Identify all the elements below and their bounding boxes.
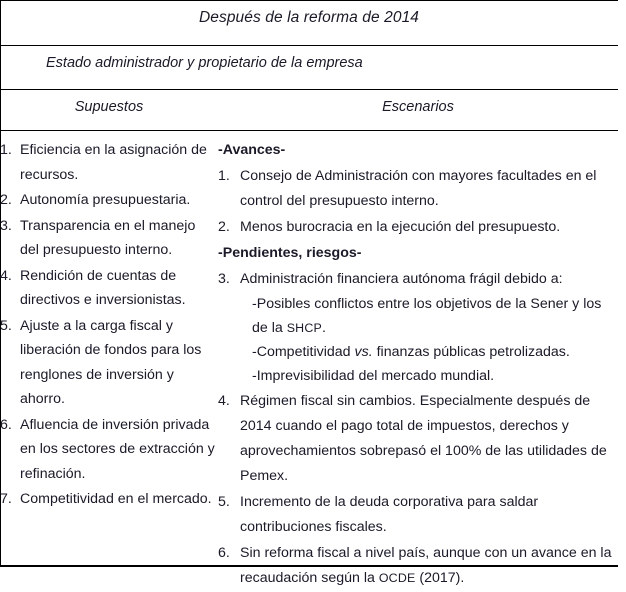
list-item-text: Régimen fiscal sin cambios. Especialmente después de 2014 cuando el pago total de impuestos, derechos y aprovechamientos sobrepasó el 100% de las utilidades de Pemex. — [240, 393, 607, 484]
list-item-text: Afluencia de inversión privada en los sectores de extracción y refinación. — [20, 416, 215, 482]
list-item-text: Consejo de Administración con mayores facultades en el control del presupuesto interno. — [240, 168, 597, 209]
acronym-shcp: SHCP — [286, 321, 322, 335]
list-item — [0, 188, 218, 213]
table-subtitle: Estado administrador y propietario de la empresa — [46, 55, 363, 71]
sub-bullet: -Imprevisibilidad del mercado mundial. — [252, 368, 495, 384]
list-item — [0, 214, 218, 263]
list-item — [218, 215, 618, 240]
list-item-number: 5. — [218, 494, 230, 510]
list-item-number: 2. — [0, 192, 12, 208]
list-item-number: 6. — [0, 416, 12, 433]
list-item-number: 1. — [0, 142, 12, 158]
acronym-ocde: OCDE — [378, 571, 416, 585]
list-item-number: 2. — [218, 219, 230, 235]
list-item — [218, 267, 618, 388]
column-header-row — [0, 99, 618, 115]
table-rule-top — [0, 0, 618, 1]
list-item-number: 4. — [218, 393, 230, 409]
sub-bullet-text-tail: finanzas públicas petrolizadas. — [372, 344, 570, 360]
list-item-number: 7. — [0, 491, 12, 507]
sub-bullet-text: -Posibles conflictos entre los objetivos de la Sener y los de la — [252, 296, 602, 336]
escenarios-list — [218, 138, 618, 592]
list-item — [218, 490, 618, 540]
table-rule-under-subtitle — [0, 89, 618, 90]
list-item-number: 5. — [0, 317, 12, 334]
list-item-text: Administración financiera autónoma frágil debido a: — [240, 271, 563, 287]
list-item — [218, 164, 618, 214]
list-item-text: Transparencia en el manejo del presupuesto interno. — [20, 217, 196, 258]
column-header-supuestos: Supuestos — [74, 99, 144, 115]
list-item-text: Autonomía presupuestaria. — [20, 192, 191, 208]
list-item-text: Eficiencia en la asignación de recursos. — [20, 142, 207, 183]
list-item — [0, 138, 218, 187]
section-label-pendientes: -Pendientes, riesgos- — [218, 245, 362, 261]
sub-bullet-text: -Competitividad — [252, 344, 355, 360]
table-rule-under-title — [0, 45, 618, 46]
supuestos-list — [0, 138, 218, 513]
list-item — [218, 389, 618, 489]
list-item-number: 6. — [218, 545, 230, 561]
list-item-number: 3. — [0, 217, 12, 234]
sub-bullet-italic-vs: vs. — [354, 344, 373, 360]
list-item-text: Menos burocracia en la ejecución del presupuesto. — [240, 219, 561, 235]
sub-bullet — [240, 340, 618, 364]
section-label-avances: -Avances- — [218, 142, 286, 158]
table-title: Después de la reforma de 2014 — [198, 9, 420, 26]
list-item-body — [240, 267, 618, 388]
list-item-number: 4. — [0, 267, 12, 284]
list-item — [0, 264, 218, 313]
sub-bullet-text-tail: . — [321, 320, 326, 336]
list-item — [218, 541, 618, 591]
list-item-text: Ajuste a la carga fiscal y liberación de fondos para los renglones de inversión y ahorro. — [20, 317, 202, 407]
table-rule-under-column-headers — [0, 130, 618, 131]
list-item-text: Rendición de cuentas de directivos e inversionistas. — [20, 267, 186, 308]
list-item-number: 3. — [218, 271, 230, 287]
list-item-text: Competitividad en el mercado. — [20, 491, 212, 507]
table-body — [0, 138, 618, 592]
list-item-text: Incremento de la deuda corporativa para saldar contribuciones fiscales. — [240, 494, 539, 535]
sub-bullet — [240, 292, 618, 340]
list-item-text-tail: (2017). — [415, 570, 465, 586]
list-item-text: Sin reforma fiscal a nivel país, aunque con un avance en la recaudación según la — [240, 545, 612, 586]
list-item — [0, 487, 218, 512]
list-item-body — [240, 541, 618, 591]
list-item — [0, 413, 218, 487]
column-header-escenarios: Escenarios — [382, 99, 454, 115]
list-item-number: 1. — [218, 168, 230, 184]
list-item — [0, 314, 218, 412]
